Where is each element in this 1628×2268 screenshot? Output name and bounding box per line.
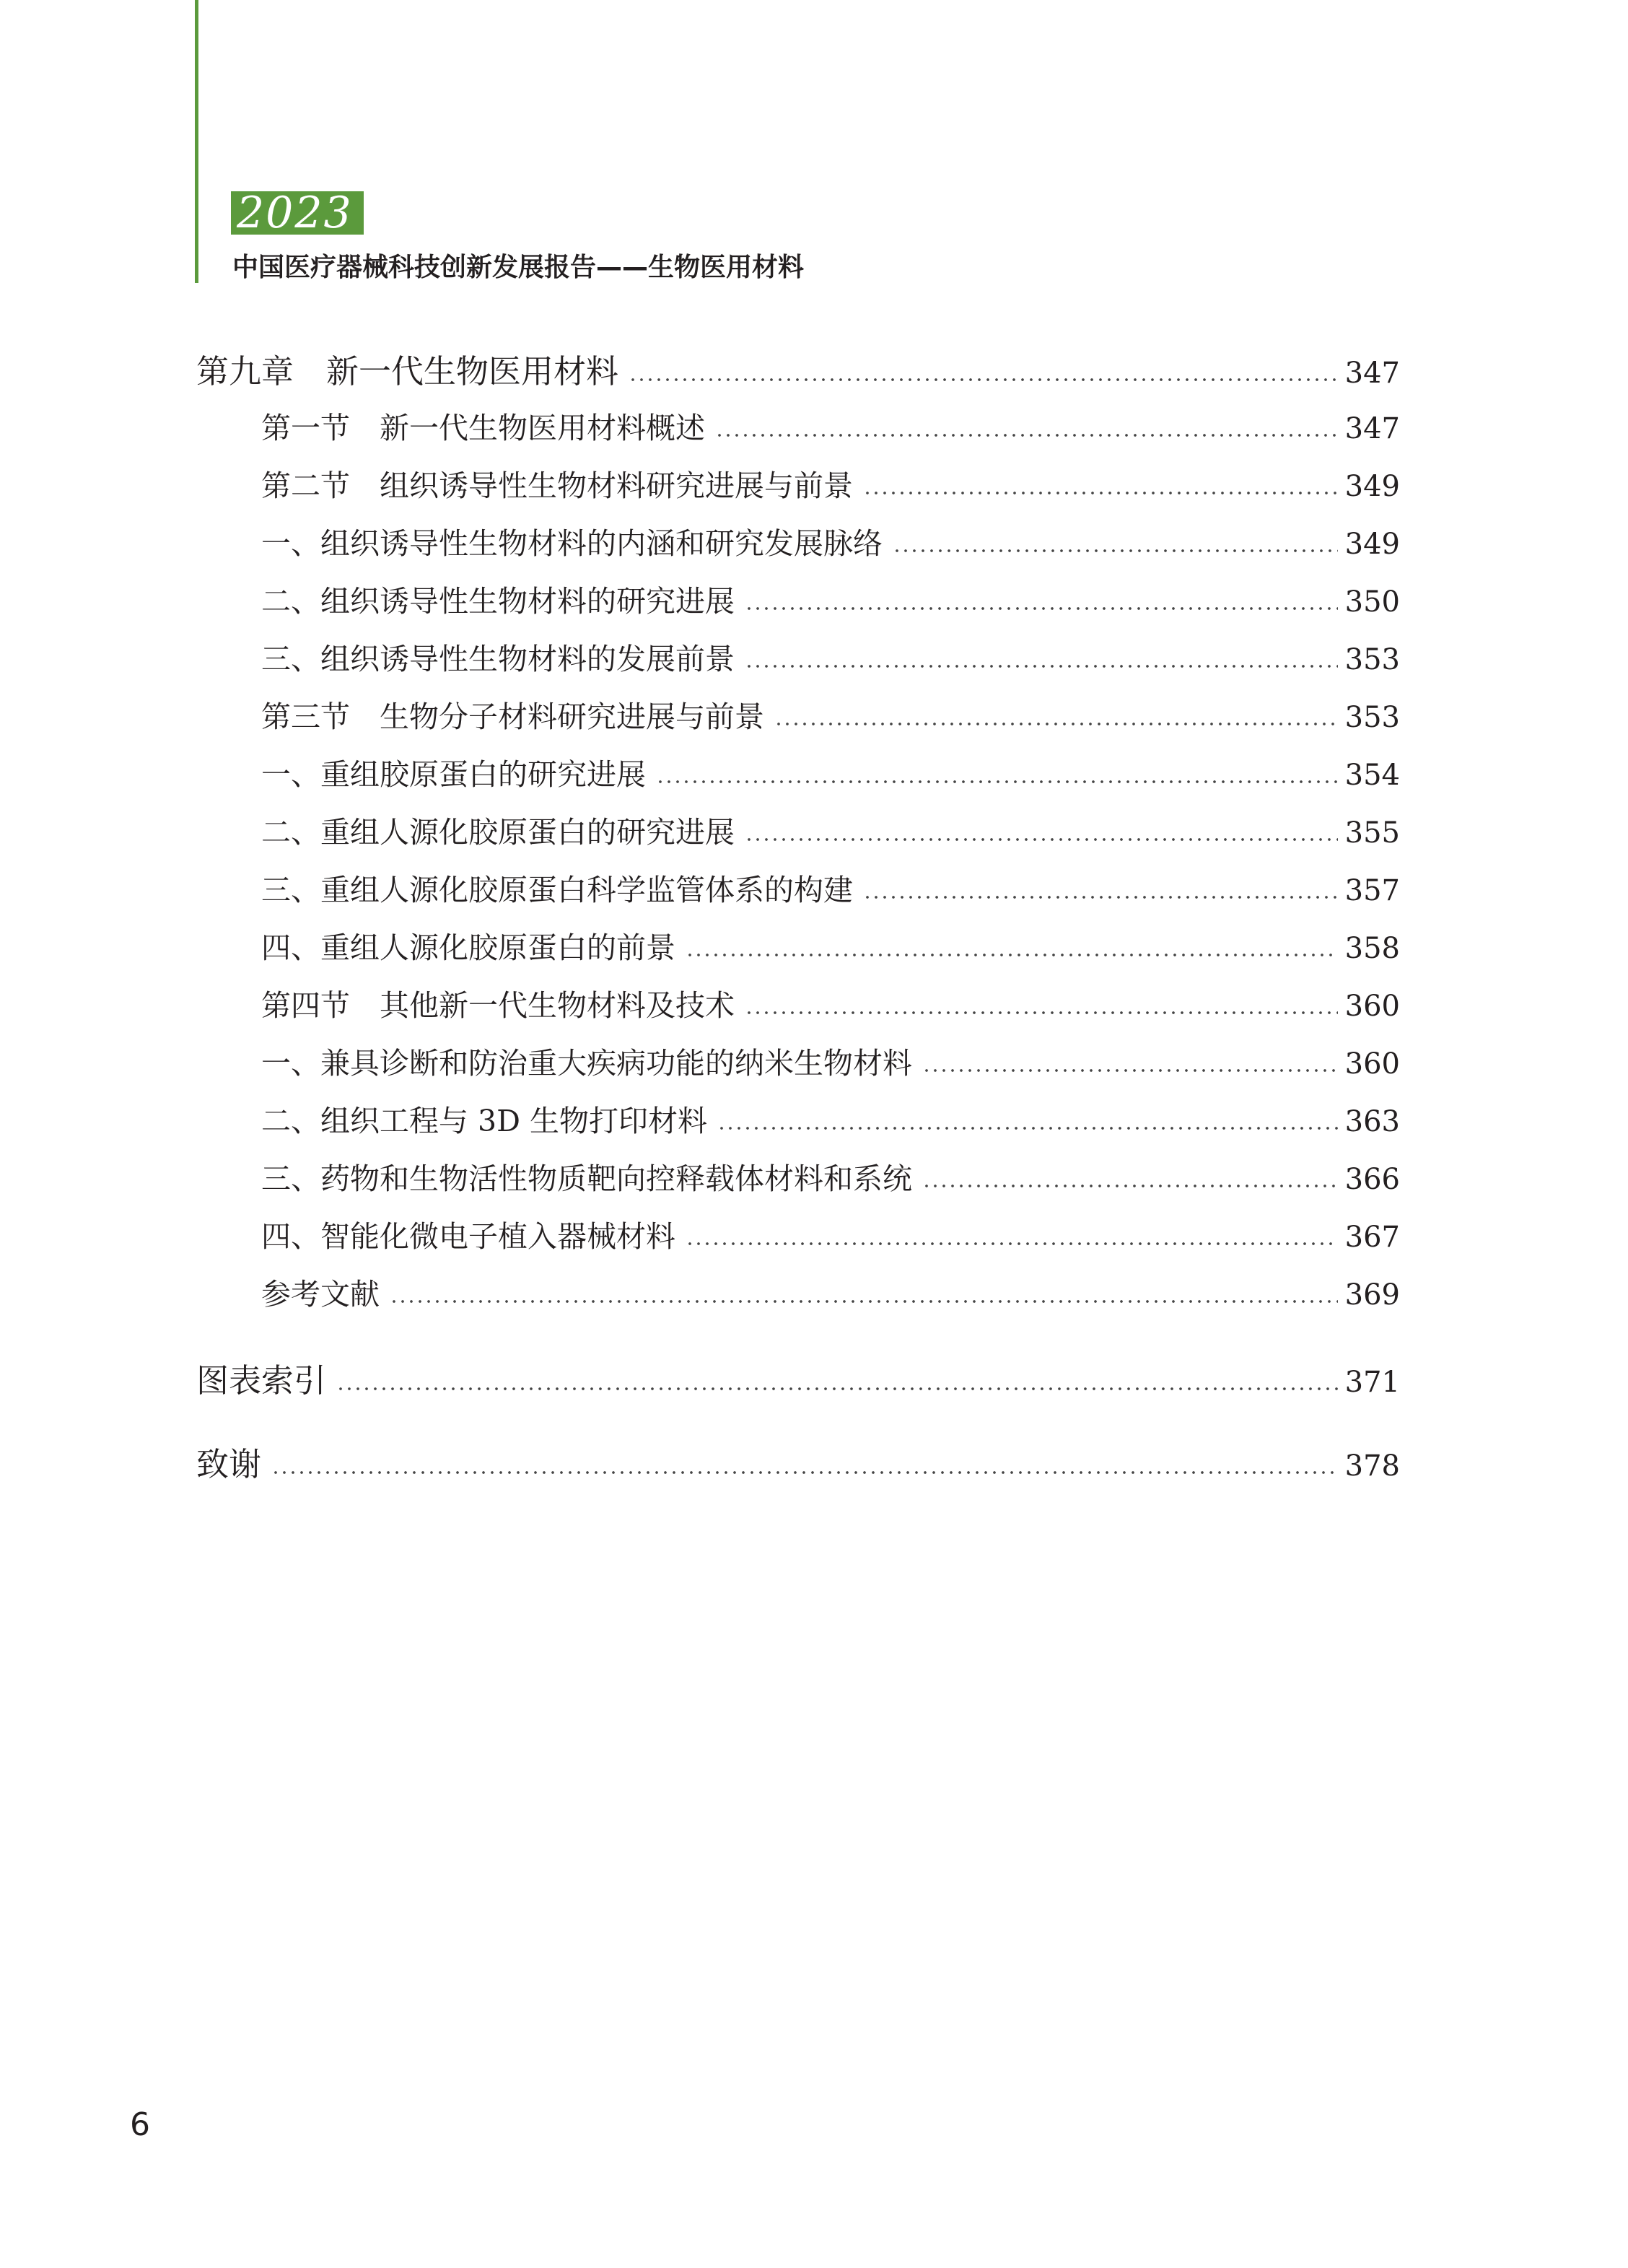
book-title: 中国医疗器械科技创新发展报告——生物医用材料	[232, 253, 805, 282]
toc-page: 369	[1344, 1278, 1400, 1312]
toc-page: 347	[1344, 357, 1400, 390]
toc-label: 第三节 生物分子材料研究进展与前景	[261, 699, 764, 734]
dot-leader	[336, 1386, 1338, 1392]
toc-section-2[interactable]	[261, 462, 1400, 505]
dot-leader	[863, 894, 1338, 900]
dot-leader	[686, 952, 1338, 958]
toc-page: 367	[1344, 1221, 1400, 1254]
toc-label: 一、重组胶原蛋白的研究进展	[261, 757, 646, 792]
toc-acknowledgements[interactable]	[196, 1438, 1400, 1485]
toc-label: 二、组织诱导性生物材料的研究进展	[261, 584, 735, 619]
toc-page: 366	[1344, 1163, 1400, 1196]
toc-item[interactable]	[261, 1039, 1400, 1082]
dot-leader	[717, 1125, 1338, 1131]
toc-label: 图表索引	[196, 1361, 327, 1400]
toc-label: 第九章 新一代生物医用材料	[196, 352, 619, 391]
toc-item[interactable]	[261, 1213, 1400, 1255]
toc-label: 二、重组人源化胶原蛋白的研究进展	[261, 815, 735, 850]
toc-label: 三、组织诱导性生物材料的发展前景	[261, 642, 735, 676]
toc-page: 357	[1344, 874, 1400, 907]
page-number: 6	[130, 2106, 150, 2143]
dot-leader	[745, 606, 1338, 611]
dot-leader	[745, 663, 1338, 669]
toc-label: 三、药物和生物活性物质靶向控释载体材料和系统	[261, 1161, 912, 1196]
toc-page: 358	[1344, 932, 1400, 965]
toc-page: 371	[1344, 1366, 1400, 1399]
toc-page: 363	[1344, 1105, 1400, 1138]
dot-leader	[390, 1299, 1338, 1304]
toc-item[interactable]	[261, 1097, 1400, 1140]
toc-page: 349	[1344, 470, 1400, 503]
toc-label: 一、兼具诊断和防治重大疾病功能的纳米生物材料	[261, 1046, 912, 1081]
toc-item[interactable]	[261, 924, 1400, 967]
toc-item[interactable]	[261, 635, 1400, 678]
dot-leader	[745, 1010, 1338, 1016]
dot-leader	[686, 1241, 1338, 1247]
toc-item[interactable]	[261, 808, 1400, 851]
toc-label: 四、重组人源化胶原蛋白的前景	[261, 930, 675, 965]
dot-leader	[922, 1183, 1338, 1189]
toc-item[interactable]	[261, 866, 1400, 909]
toc-page: 378	[1344, 1449, 1400, 1483]
year-badge: 2023	[231, 191, 364, 235]
toc-page: 360	[1344, 1047, 1400, 1081]
toc-page: 353	[1344, 701, 1400, 734]
dot-leader	[656, 779, 1338, 785]
toc-item[interactable]	[261, 751, 1400, 793]
toc-page: 360	[1344, 990, 1400, 1023]
toc-page: 355	[1344, 816, 1400, 850]
toc-item[interactable]	[261, 520, 1400, 562]
dot-leader	[629, 377, 1338, 383]
dot-leader	[774, 721, 1338, 727]
toc-label: 四、智能化微电子植入器械材料	[261, 1219, 675, 1254]
toc-index[interactable]	[196, 1354, 1400, 1401]
toc-section-3[interactable]	[261, 693, 1400, 736]
toc-page: 347	[1344, 412, 1400, 445]
dot-leader	[271, 1470, 1338, 1475]
toc-item[interactable]	[261, 1155, 1400, 1198]
toc-label: 第四节 其他新一代生物材料及技术	[261, 988, 735, 1023]
dot-leader	[863, 490, 1338, 496]
toc-page: 349	[1344, 528, 1400, 561]
toc-item-references[interactable]	[261, 1270, 1400, 1313]
toc-section-4[interactable]	[261, 982, 1400, 1024]
dot-leader	[715, 432, 1338, 438]
toc-label: 一、组织诱导性生物材料的内涵和研究发展脉络	[261, 526, 883, 561]
toc-label: 第一节 新一代生物医用材料概述	[261, 411, 705, 445]
toc-page: 354	[1344, 759, 1400, 792]
toc-page: 353	[1344, 643, 1400, 676]
toc-label: 参考文献	[261, 1277, 380, 1312]
toc-chapter-9[interactable]	[196, 345, 1400, 392]
dot-leader	[893, 548, 1338, 554]
toc-label: 第二节 组织诱导性生物材料研究进展与前景	[261, 468, 853, 503]
toc-section-1[interactable]	[261, 404, 1400, 447]
toc-label: 致谢	[196, 1445, 262, 1483]
dot-leader	[922, 1068, 1338, 1073]
toc-label: 二、组织工程与 3D 生物打印材料	[261, 1104, 708, 1138]
dot-leader	[745, 837, 1338, 842]
toc-item[interactable]	[261, 577, 1400, 620]
toc-label: 三、重组人源化胶原蛋白科学监管体系的构建	[261, 873, 853, 907]
toc-page: 350	[1344, 585, 1400, 619]
